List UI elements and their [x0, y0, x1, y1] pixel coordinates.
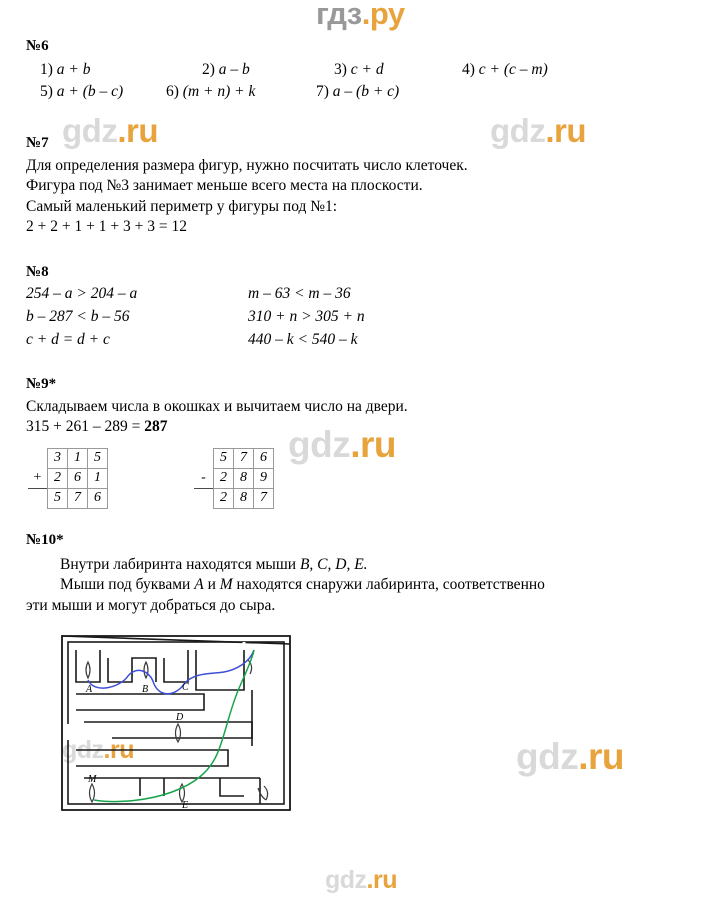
minuend-digit-2: 7: [234, 448, 254, 468]
task9-expression: 315 + 261 – 289 =: [26, 418, 145, 436]
maze-label-e: E: [182, 800, 189, 812]
task8-grid: [26, 285, 702, 354]
maze-label-a: A: [86, 684, 93, 696]
task6-item-1: 1) a + b: [40, 61, 91, 78]
maze-svg: [54, 628, 326, 818]
task7-line-3: Самый маленький периметр у фигуры под №1:: [26, 197, 338, 215]
watermark-ru-text: .ru: [366, 866, 397, 894]
subtrahend-digit-2: 8: [234, 468, 254, 488]
difference-digit-2: 8: [234, 488, 254, 508]
task6-item-2: 2) a – b: [202, 61, 250, 78]
column-addition-table: [28, 448, 108, 509]
difference-digit-3: 7: [254, 488, 274, 508]
watermark-gdz-text: gdz: [325, 866, 367, 894]
task-number-9: №9*: [26, 375, 57, 392]
task10-letter-a: A: [194, 576, 204, 594]
task10-letter-m: M: [219, 576, 233, 594]
maze-label-m: M: [88, 774, 97, 786]
difference-digit-1: 2: [214, 488, 234, 508]
watermark-gdz-text: gdz: [288, 424, 351, 465]
task6-item-5: 5) a + (b – c): [40, 83, 124, 100]
watermark-gdz-text: gdz: [490, 112, 546, 149]
task8-cell-1-left: 254 – a > 204 – a: [26, 284, 138, 302]
task10-line-1-text: Внутри лабиринта находятся мыши: [60, 555, 300, 573]
maze-path-blue: [88, 650, 254, 694]
task6-row-1: [26, 61, 702, 83]
table-row: [28, 468, 108, 488]
watermark-ru-text: .ru: [545, 112, 586, 149]
task9-column-calculations: [26, 448, 702, 518]
task-number-8: №8: [26, 263, 49, 280]
watermark-ru-text: .ru: [103, 736, 134, 764]
column-subtraction-table: [194, 448, 274, 509]
task8-cell-2-left: b – 287 < b – 56: [26, 307, 130, 325]
watermark-gdz-text: gdz: [62, 112, 118, 149]
maze-label-d: D: [176, 712, 184, 724]
task7-line-2: Фигура под №3 занимает меньше всего места на плоскости.: [26, 177, 423, 195]
spacer-cell: [28, 488, 48, 508]
task6-item-6: 6) (m + n) + k: [166, 83, 256, 100]
table-row: [28, 488, 108, 508]
subtrahend-digit-1: 2: [214, 468, 234, 488]
task6-item-4: 4) c + (c – m): [462, 61, 548, 78]
task-number-7: №7: [26, 135, 49, 151]
task10-line-1: [26, 555, 702, 575]
task8-row-1: [26, 285, 702, 308]
task8-row-3: [26, 331, 702, 354]
minuend-digit-3: 6: [254, 448, 274, 468]
task6-item-7: 7) a – (b + c): [316, 83, 400, 100]
task10-line-3: эти мыши и могут добраться до сыра.: [26, 596, 276, 614]
task10-conjunction: и: [203, 576, 220, 594]
addend1-digit-1: 3: [48, 448, 68, 468]
task-number-6: №6: [26, 38, 49, 54]
plus-sign: +: [33, 469, 42, 485]
maze-path-green: [94, 650, 254, 802]
watermark-gdz-text: гдз: [316, 0, 362, 31]
task8-cell-3-right: 440 – k < 540 – k: [248, 330, 358, 348]
subtrahend-digit-3: 9: [254, 468, 274, 488]
task10-line-2-text: Мыши под буквами: [60, 576, 195, 594]
spacer-cell: [194, 448, 214, 468]
watermark-gdz-text: gdz: [62, 736, 104, 764]
maze-label-b: B: [142, 684, 149, 696]
task9-answer: 287: [144, 418, 168, 436]
task8-cell-2-right: 310 + n > 305 + n: [248, 307, 365, 325]
task6-item-3: 3) c + d: [334, 61, 384, 78]
spacer-cell: [28, 448, 48, 468]
watermark-bottom: [325, 866, 397, 895]
table-row: [194, 448, 274, 468]
spacer-cell: [194, 488, 214, 508]
watermark-ru-text: .ru: [117, 112, 158, 149]
watermark-gdz-text: gdz: [516, 736, 579, 777]
watermark-ru-text: .ру: [361, 0, 405, 31]
task9-line-2: [26, 417, 702, 437]
task10-mice-letters: B, C, D, E.: [299, 555, 368, 573]
task6-row-2: [26, 83, 702, 105]
addend2-digit-3: 1: [88, 468, 108, 488]
sum-digit-1: 5: [48, 488, 68, 508]
watermark-ru-text: .ru: [578, 736, 624, 777]
task-number-10: №10*: [26, 531, 64, 548]
content-column: [26, 0, 702, 823]
task8-cell-3-left: c + d = d + c: [26, 330, 110, 348]
addend2-digit-1: 2: [48, 468, 68, 488]
maze-figure: [54, 628, 702, 823]
task8-row-2: [26, 308, 702, 331]
table-row: [194, 488, 274, 508]
task7-line-1: Для определения размера фигур, нужно посчитать число клеточек.: [26, 157, 468, 174]
maze-label-c: C: [182, 682, 189, 694]
task8-cell-1-right: m – 63 < m – 36: [248, 284, 351, 302]
addend1-digit-2: 1: [68, 448, 88, 468]
sum-digit-3: 6: [88, 488, 108, 508]
addend1-digit-3: 5: [88, 448, 108, 468]
task7-line-4: 2 + 2 + 1 + 1 + 3 + 3 = 12: [26, 218, 187, 236]
minus-sign: -: [201, 469, 206, 485]
addend2-digit-2: 6: [68, 468, 88, 488]
table-row: [28, 448, 108, 468]
task9-line-1: Складываем числа в окошках и вычитаем число на двери.: [26, 397, 408, 415]
sum-digit-2: 7: [68, 488, 88, 508]
minuend-digit-1: 5: [214, 448, 234, 468]
task10-line-2-suffix: находятся снаружи лабиринта, соответственно: [232, 576, 545, 594]
table-row: [194, 468, 274, 488]
task10-line-2: [26, 575, 702, 595]
watermark-ru-text: .ru: [350, 424, 396, 465]
